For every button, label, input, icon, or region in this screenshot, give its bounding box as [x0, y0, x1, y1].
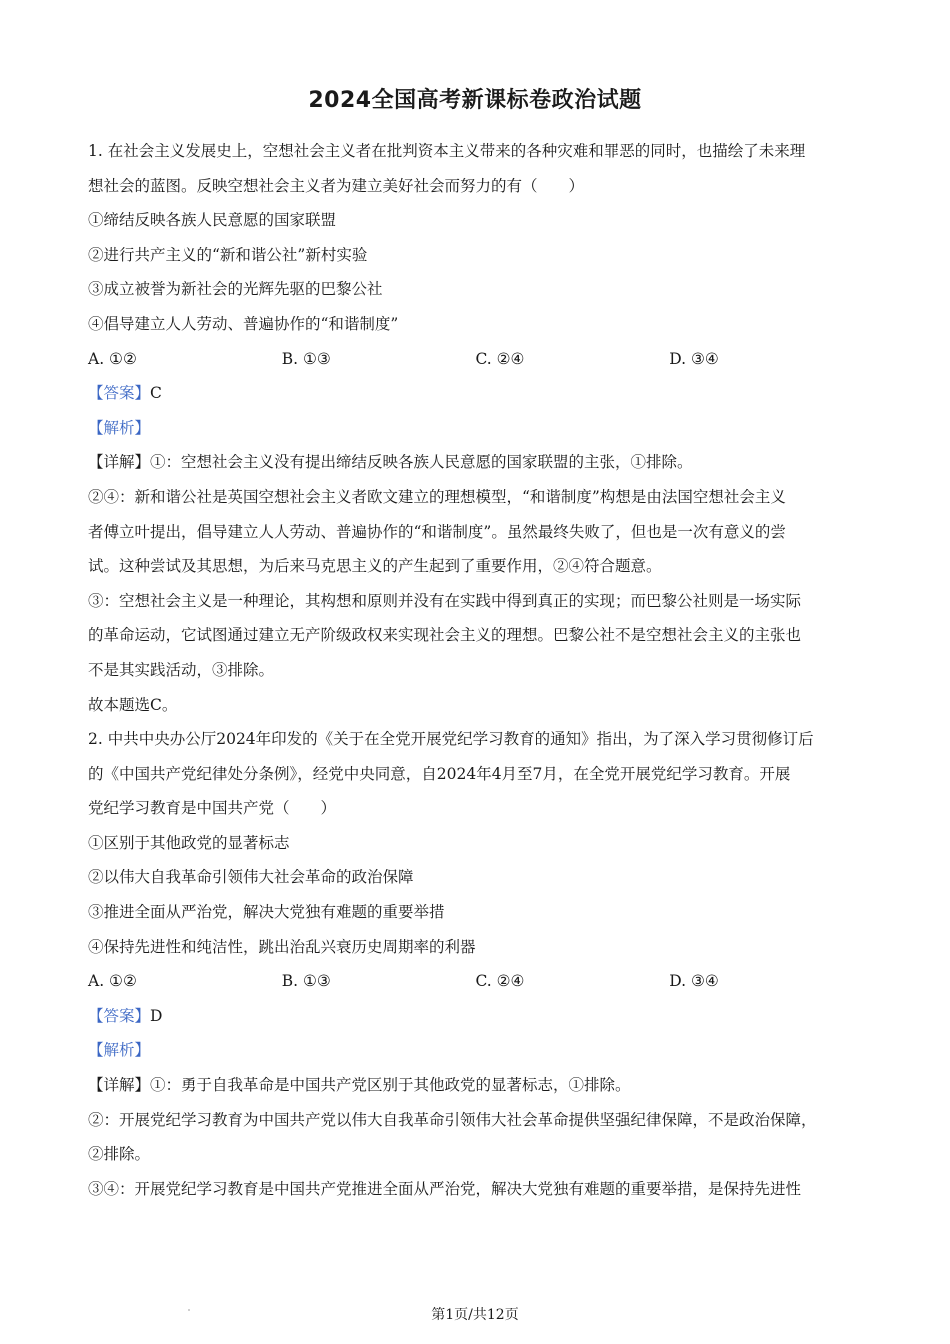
- detail-line: ③④：开展党纪学习教育是中国共产党推进全面从严治党，解决大党独有难题的重要举措，是保持先进性: [88, 1179, 802, 1198]
- detail-line: ②：开展党纪学习教育为中国共产党以伟大自我革命引领伟大社会革命提供坚强纪律保障，不是政治保障，: [88, 1110, 817, 1129]
- statement-item: ③成立被誉为新社会的光辉先驱的巴黎公社: [88, 280, 383, 299]
- answer-value: C: [150, 384, 162, 403]
- option-c: C. ②④: [475, 972, 525, 991]
- analysis-tag: 【解析】: [88, 418, 151, 437]
- detail-line: 者傅立叶提出，倡导建立人人劳动、普遍协作的“和谐制度”。虽然最终失败了，但也是一次有意义的尝: [88, 522, 786, 541]
- answer-line: [88, 378, 863, 413]
- statement-item: ①区别于其他政党的显著标志: [88, 833, 290, 852]
- question-stem-line: 党纪学习教育是中国共产党（ ）: [88, 799, 337, 818]
- option-c: C. ②④: [475, 349, 525, 368]
- option-a: A. ①②: [88, 349, 137, 368]
- question-2: [88, 724, 863, 1208]
- detail-line: [88, 447, 863, 482]
- answer-tag: 【答案】: [88, 384, 151, 403]
- detail-tag: 【详解】: [88, 1076, 151, 1095]
- detail-tag: 【详解】: [88, 453, 151, 472]
- analysis-line: [88, 413, 863, 448]
- statement-item: ②进行共产主义的“新和谐公社”新村实验: [88, 245, 368, 264]
- option-d: D. ③④: [669, 349, 719, 368]
- detail-line: 试。这种尝试及其思想，为后来马克思主义的产生起到了重要作用，②④符合题意。: [88, 557, 662, 576]
- statement-item: ③推进全面从严治党，解决大党独有难题的重要举措: [88, 903, 445, 922]
- statement-item: ④倡导建立人人劳动、普遍协作的“和谐制度”: [88, 314, 399, 333]
- detail-line: ②排除。: [88, 1145, 151, 1164]
- detail-line: 的革命运动，它试图通过建立无产阶级政权来实现社会主义的理想。巴黎公社不是空想社会主义的主张也: [88, 626, 802, 645]
- question-1: [88, 136, 863, 724]
- detail-line: 不是其实践活动，③排除。: [88, 660, 275, 679]
- statement-item: ②以伟大自我革命引领伟大社会革命的政治保障: [88, 868, 414, 887]
- answer-value: D: [150, 1006, 163, 1025]
- question-stem-line: 2. 中共中央办公厅2024年印发的《关于在全党开展党纪学习教育的通知》指出，为了深入学习贯彻修订后: [88, 730, 814, 749]
- document-body: [88, 136, 863, 1208]
- detail-line: ③：空想社会主义是一种理论，其构想和原则并没有在实践中得到真正的实现；而巴黎公社则是一场实际: [88, 591, 802, 610]
- option-d: D. ③④: [669, 972, 719, 991]
- answer-line: [88, 1001, 863, 1036]
- analysis-tag: 【解析】: [88, 1041, 151, 1060]
- answer-options: [88, 966, 863, 1001]
- answer-tag: 【答案】: [88, 1006, 151, 1025]
- question-stem-line: 想社会的蓝图。反映空想社会主义者为建立美好社会而努力的有（ ）: [88, 176, 585, 195]
- detail-text: ①：勇于自我革命是中国共产党区别于其他政党的显著标志，①排除。: [150, 1076, 631, 1095]
- question-stem-line: 的《中国共产党纪律处分条例》，经党中央同意，自2024年4月至7月，在全党开展党纪学习教育。开展: [88, 764, 791, 783]
- option-a: A. ①②: [88, 972, 137, 991]
- statement-item: ④保持先进性和纯洁性，跳出治乱兴衰历史周期率的利器: [88, 937, 476, 956]
- page-title: 2024全国高考新课标卷政治试题: [308, 88, 642, 113]
- option-b: B. ①③: [281, 972, 331, 991]
- detail-line: ②④：新和谐公社是英国空想社会主义者欧文建立的理想模型，“和谐制度”构想是由法国空想社会主义: [88, 487, 786, 506]
- page-number: 第1页/共12页: [431, 1307, 519, 1323]
- statement-item: ①缔结反映各族人民意愿的国家联盟: [88, 211, 337, 230]
- option-b: B. ①③: [281, 349, 331, 368]
- answer-options: [88, 344, 863, 379]
- detail-line: 故本题选C。: [88, 695, 178, 714]
- question-stem-line: 1. 在社会主义发展史上，空想社会主义者在批判资本主义带来的各种灾难和罪恶的同时，也描绘了未来理: [88, 142, 806, 160]
- analysis-line: [88, 1035, 863, 1070]
- detail-line: [88, 1070, 863, 1105]
- detail-text: ①：空想社会主义没有提出缔结反映各族人民意愿的国家联盟的主张，①排除。: [150, 453, 693, 472]
